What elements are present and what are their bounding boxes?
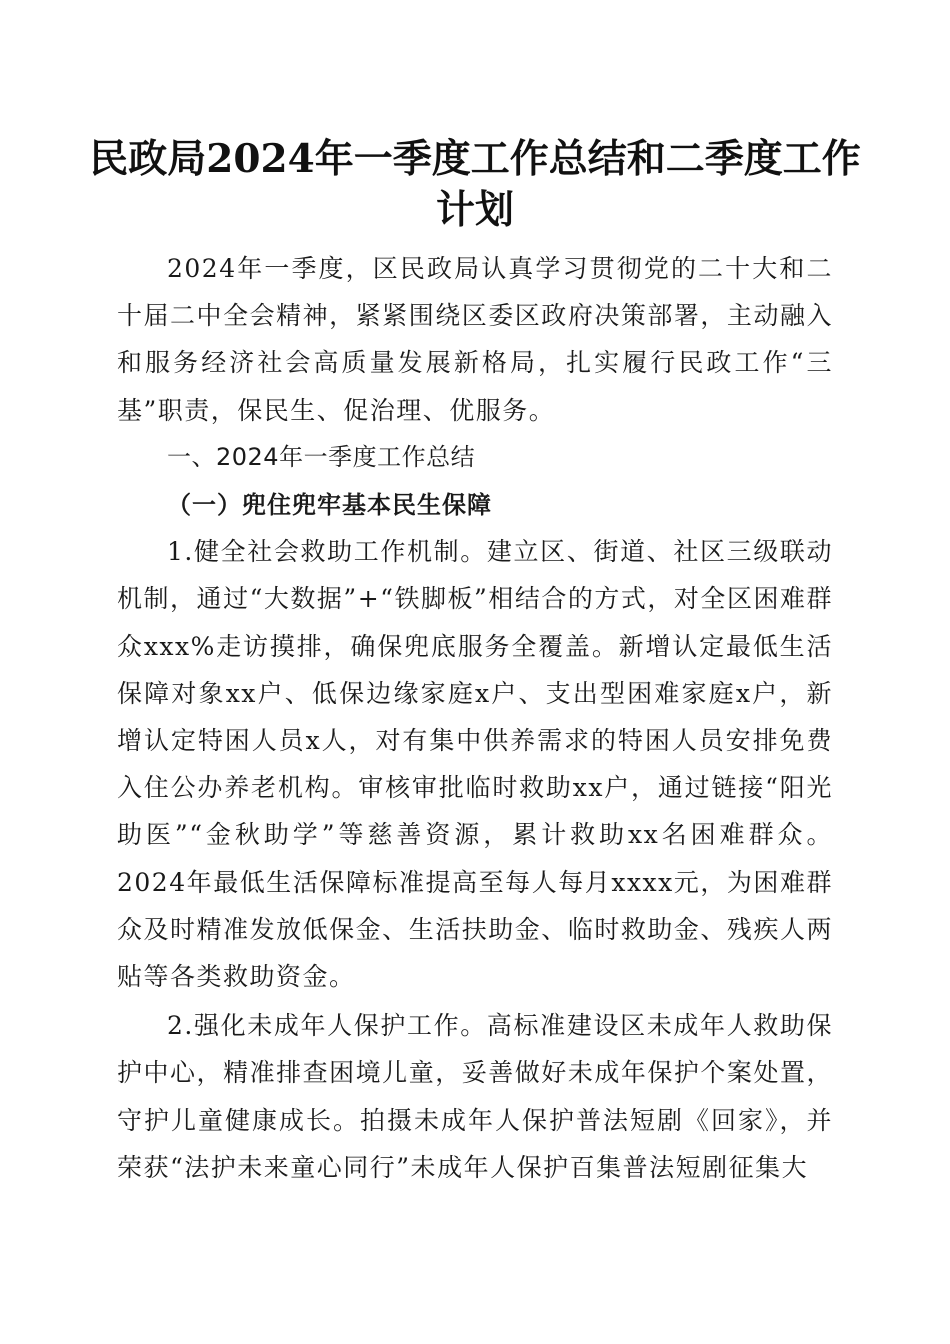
item-1-paragraph: 1.健全社会救助工作机制。建立区、街道、社区三级联动机制，通过“大数据”+“铁脚板”相结合的方式，对全区困难群众xxx%走访摸排，确保兜底服务全覆盖。新增认定最低生活保障对象xx户、低保边缘家庭x户、支出型困难家庭x户，新增认定特困人员x人，对有集中供养需求的特困人员安排免费入住公办养老机构。审核审批临时救助xx户，通过链接“阳光助医”“金秋助学”等慈善资源，累计救助xx名困难群众。2024年最低生活保障标准提高至每人每月xxxx元，为困难群众及时精准发放低保金、生活扶助金、临时救助金、残疾人两贴等各类救助资金。	[117, 537, 833, 992]
title-line-1: 民政局2024年一季度工作总结和二季度工作	[89, 136, 861, 182]
section-heading: 一、2024年一季度工作总结	[167, 442, 476, 471]
document-body	[117, 245, 833, 1191]
intro-paragraph: 2024年一季度，区民政局认真学习贯彻党的二十大和二十届二中全会精神，紧紧围绕区委区政府决策部署，主动融入和服务经济社会高质量发展新格局，扎实履行民政工作“三基”职责，保民生、促治理、优服务。	[117, 254, 833, 425]
subsection-heading: （一）兜住兜牢基本民生保障	[167, 490, 492, 520]
document-title	[80, 134, 870, 236]
item-2-paragraph: 2.强化未成年人保护工作。高标准建设区未成年人救助保护中心，精准排查困境儿童，妥善做好未成年保护个案处置，守护儿童健康成长。拍摄未成年人保护普法短剧《回家》，并荣获“法护未来童心同行”未成年人保护百集普法短剧征集大	[117, 1011, 833, 1182]
title-line-2: 计划	[435, 187, 514, 233]
